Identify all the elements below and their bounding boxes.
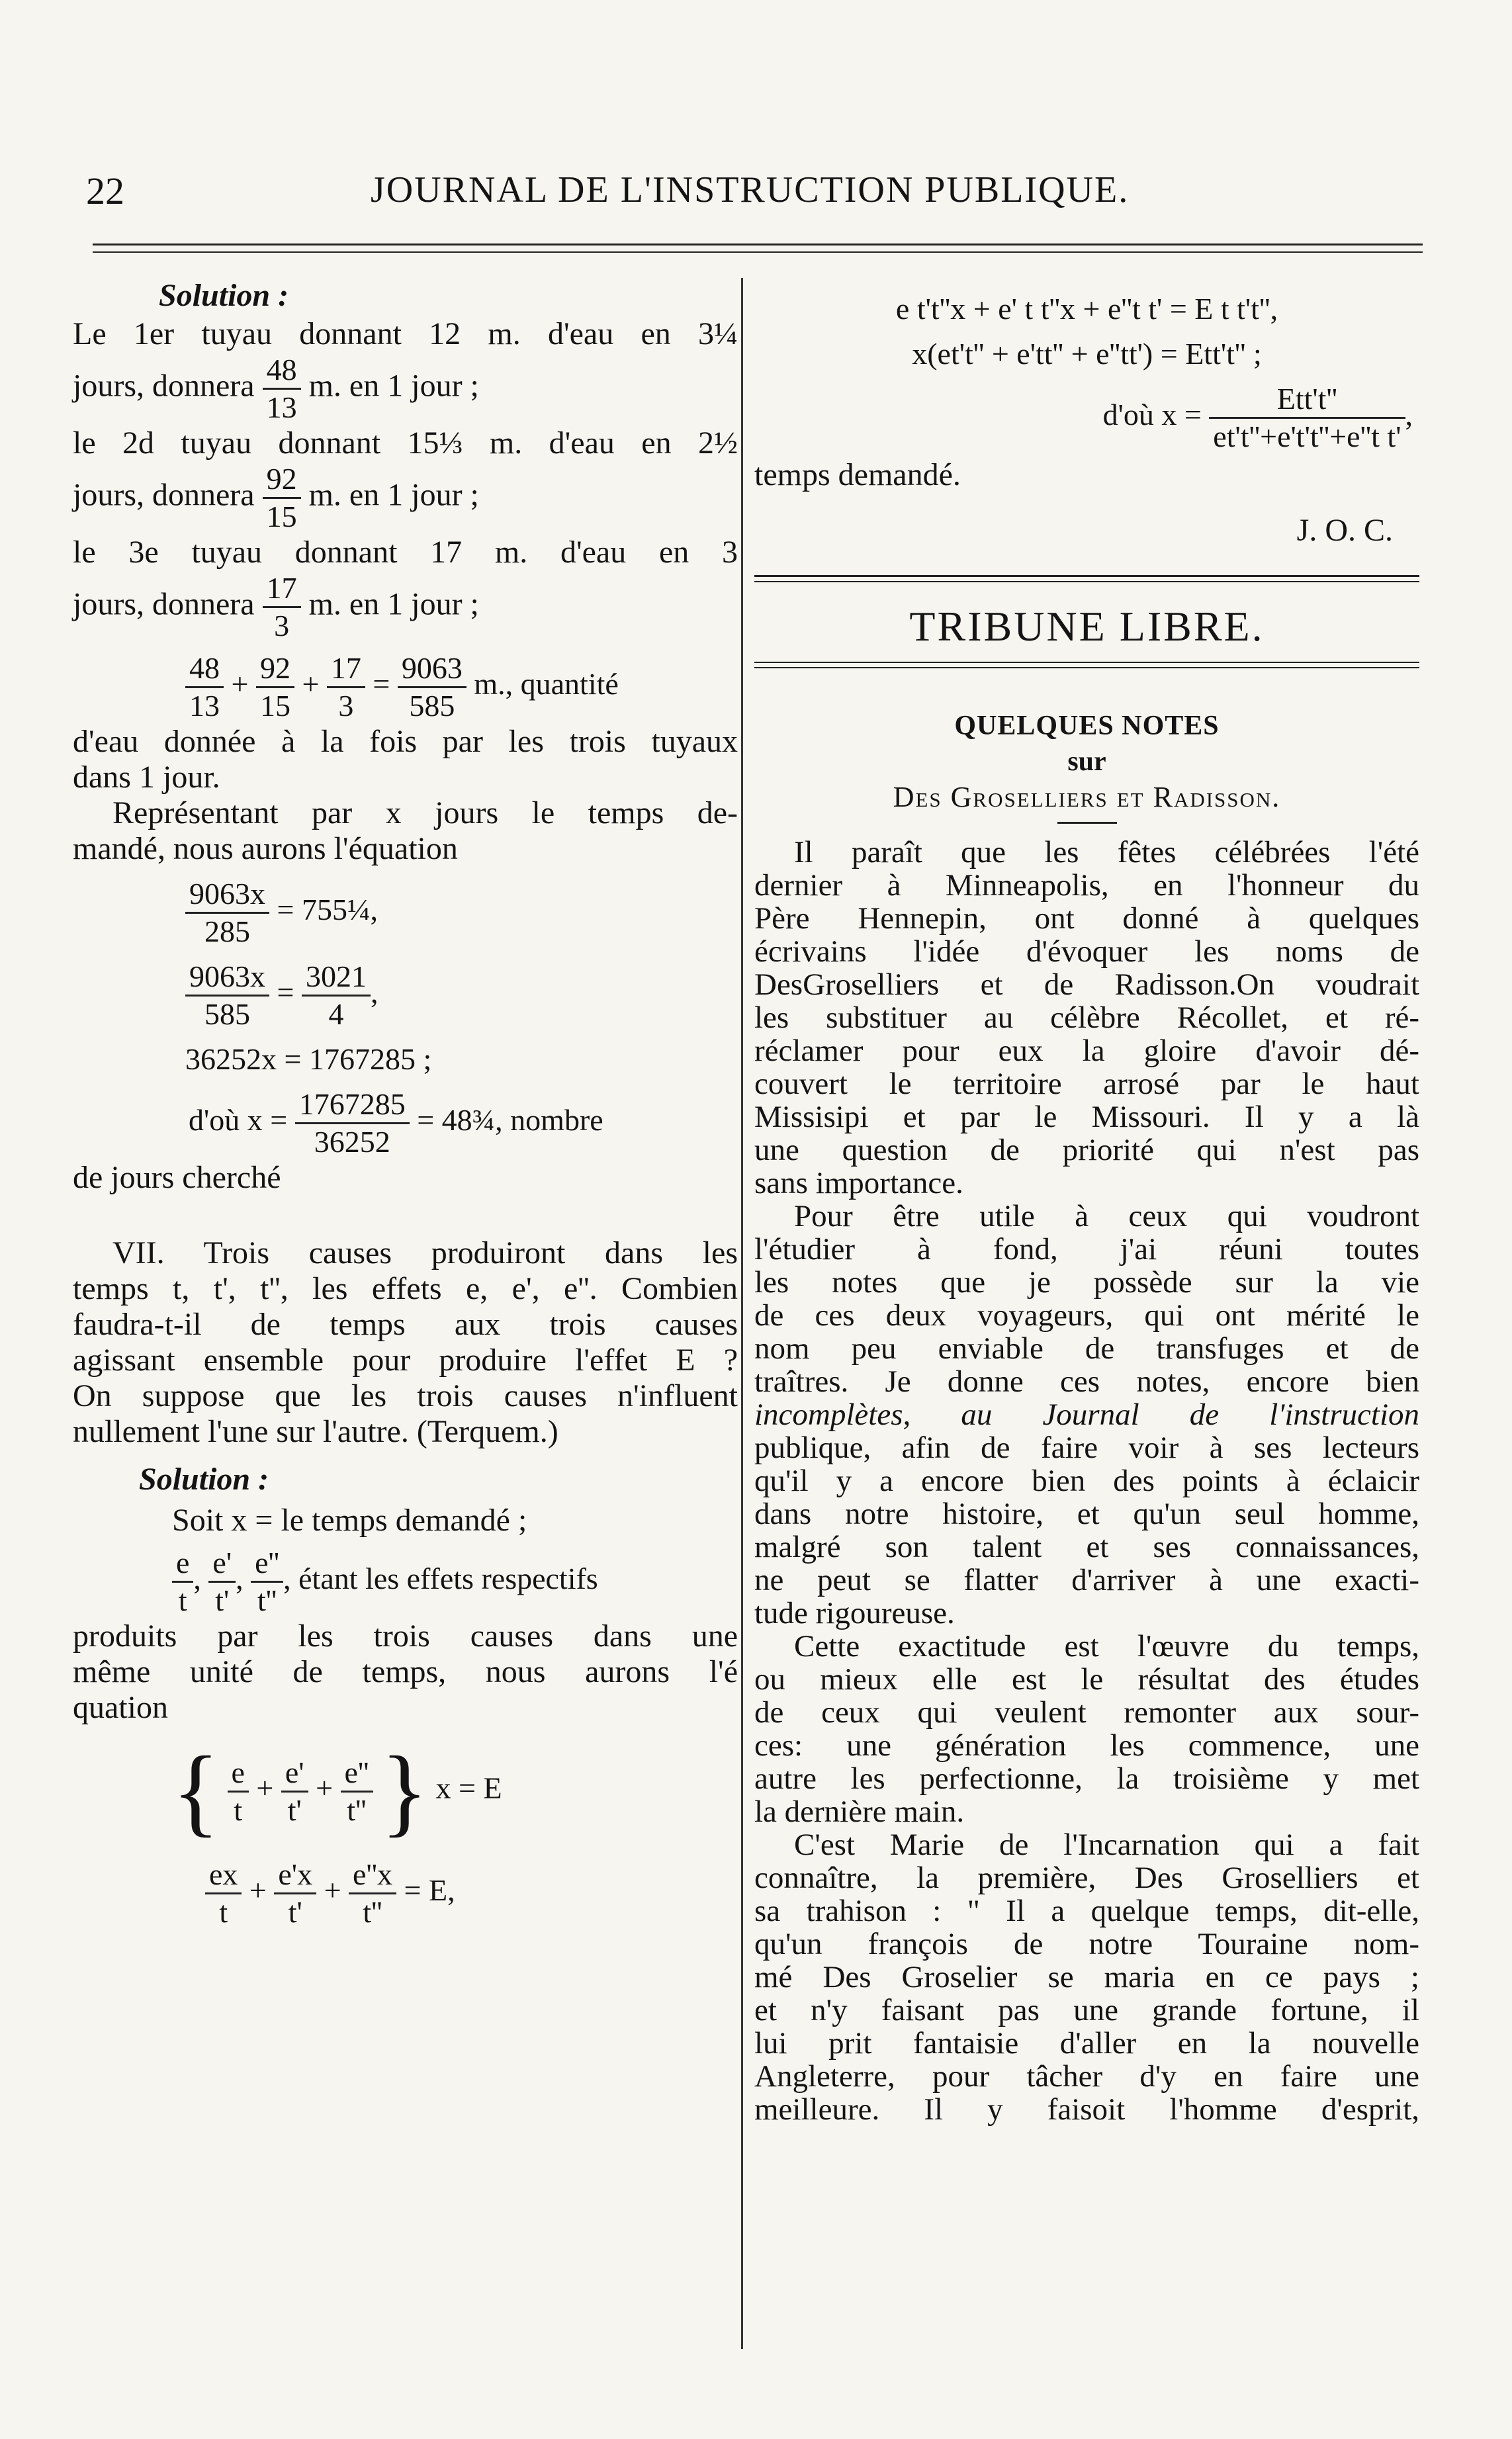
prob7-line: nullement l'une sur l'autre. (Terquem.) <box>73 1414 558 1449</box>
text-line: DesGroselliers et de Radisson.On voudrait <box>754 967 1419 1002</box>
header-rule <box>93 244 1423 245</box>
text-line: C'est Marie de l'Incarnation qui a fait <box>794 1828 1419 1862</box>
text-line: dernier à Minneapolis, en l'honneur du <box>754 868 1419 903</box>
column-divider <box>741 278 743 2349</box>
pipe3-line1: le 3e tuyau donnant 17 m. d'eau en 3 <box>73 535 738 570</box>
left-brace-icon: { <box>172 1736 220 1846</box>
pipe2-text-end: m. en 1 jour ; <box>308 477 479 513</box>
eq2-num-l: 9063x <box>189 959 265 993</box>
text-line: et n'y faisant pas une grande fortune, il <box>754 1993 1419 2027</box>
eff-num-3: e'' <box>255 1546 280 1579</box>
text-line: de ces deux voyageurs, qui ont mérité le <box>754 1298 1419 1333</box>
text-line: les notes que je possède sur la vie <box>754 1265 1419 1300</box>
pipe3-num: 17 <box>266 571 297 605</box>
pipe1-text-end: m. en 1 jour ; <box>308 368 479 404</box>
ex-den-3: t'' <box>349 1892 396 1930</box>
pipe1-line1: Le 1er tuyau donnant 12 m. d'eau en 3¼ <box>73 316 738 351</box>
ex-tail: = E, <box>404 1873 455 1908</box>
section-rule <box>754 575 1419 577</box>
equation-a: e t't''x + e' t t''x + e''t t' = E t t't'', <box>895 292 1278 326</box>
eff-den-3: t'' <box>251 1581 283 1619</box>
pipe2-text: jours, donnera <box>73 477 255 513</box>
eq1-den: 285 <box>185 912 269 950</box>
text-line: traîtres. Je donne ces notes, encore bien <box>754 1364 1419 1399</box>
ex-frac-1 <box>205 1857 242 1930</box>
sum-den-3: 3 <box>327 686 365 724</box>
sum-num-1: 48 <box>189 651 220 685</box>
sum-frac-3 <box>327 650 365 724</box>
notes-sur: sur <box>1067 746 1106 777</box>
equation-b: x(et't'' + e'tt'' + e''tt') = Ett't'' ; <box>912 337 1262 371</box>
rep-text-1: Représentant par x jours le temps de- <box>112 795 738 830</box>
pipe1-text: jours, donnera <box>73 368 255 404</box>
text-line: lui prit fantaisie d'aller en la nouvelle <box>754 2026 1419 2061</box>
eq4-frac <box>295 1086 410 1160</box>
eff-num-2: e' <box>212 1546 232 1579</box>
big-num-3: e'' <box>344 1755 369 1789</box>
notes-subject: Des Groselliers et Radisson. <box>893 781 1281 813</box>
solution-label-2: Solution : <box>139 1462 269 1497</box>
equation-3: 36252x = 1767285 ; <box>185 1042 432 1076</box>
sum-den-1: 13 <box>185 686 224 724</box>
big-den-3: t'' <box>341 1791 373 1828</box>
eq2-den-l: 585 <box>185 995 269 1032</box>
text-line: Missisipi et par le Missouri. Il y a là <box>754 1100 1419 1134</box>
big-equation: { $\frac{e}{t}$ + $\frac{e'}{t'}$ + $\frac{e''}{t''}$ } x = E <box>172 1736 502 1846</box>
text-line: malgré son talent et ses connaissances, <box>754 1530 1419 1564</box>
text-line: ces: une génération les commence, une <box>754 1728 1419 1763</box>
equation-4 <box>73 1086 738 1160</box>
article-body <box>754 836 1419 2126</box>
eq2-den-r: 4 <box>302 995 371 1032</box>
prod-line: produits par les trois causes dans une <box>73 1619 738 1654</box>
sum-num-3: 17 <box>330 651 361 685</box>
prob7-line: temps t, t', t'', les effets e, e', e''. Combien <box>73 1271 738 1306</box>
text-line: les substituer au célèbre Récollet, et ré- <box>754 1000 1419 1035</box>
pipe3-line2 <box>73 570 738 644</box>
sum-text-2: dans 1 jour. <box>73 760 220 795</box>
paragraph-3 <box>754 1630 1419 1828</box>
sum-num-result: 9063 <box>401 651 463 685</box>
eff-den-1: t <box>172 1581 193 1619</box>
text-line-last: la dernière main. <box>754 1795 965 1829</box>
pipe1-den: 13 <box>263 388 301 425</box>
text-line: réclamer pour eux la gloire d'avoir dé- <box>754 1034 1419 1068</box>
eq1-frac <box>185 876 269 950</box>
big-num-1: e <box>231 1755 245 1789</box>
eq4-post: = 48¾, nombre <box>417 1103 603 1137</box>
sum-text-1: d'eau donnée à la fois par les trois tuyaux <box>73 724 738 759</box>
text-line-last: tude rigoureuse. <box>754 1596 955 1630</box>
right-brace-icon: } <box>380 1736 429 1846</box>
sum-den-result: 585 <box>398 686 467 724</box>
signature: J. O. C. <box>1296 513 1393 548</box>
tribune-heading: TRIBUNE LIBRE. <box>909 603 1265 650</box>
big-frac-3 <box>341 1755 373 1828</box>
prod-line: quation <box>73 1690 168 1725</box>
big-frac-2 <box>281 1755 308 1828</box>
pipe1-line2 <box>73 352 738 425</box>
eq4-den: 36252 <box>295 1122 410 1160</box>
text-line: Angleterre, pour tâcher d'y en faire une <box>754 2059 1419 2094</box>
text-line: autre les perfectionne, la troisième y met <box>754 1761 1419 1796</box>
effects-text: étant les effets respectifs <box>298 1562 598 1596</box>
eq4-tail: de jours cherché <box>73 1160 281 1195</box>
notes-title: QUELQUES NOTES <box>954 711 1220 741</box>
text-line: sa trahison : " Il a quelque temps, dit-elle, <box>754 1894 1419 1928</box>
pipe3-text-end: m. en 1 jour ; <box>308 586 479 622</box>
sum-tail: m., quantité <box>474 667 619 701</box>
tribune-rule-thin <box>754 667 1419 668</box>
problem-7 <box>73 1235 738 1450</box>
text-line: qu'un françois de notre Touraine nom- <box>754 1927 1419 1961</box>
sum-den-2: 15 <box>256 686 294 724</box>
pipe1-num: 48 <box>266 353 297 386</box>
text-line: couvert le territoire arrosé par le haut <box>754 1067 1419 1101</box>
eqc-pre: d'où x = <box>1102 398 1202 432</box>
pipe3-text: jours, donnera <box>73 586 255 622</box>
eff-num-1: e <box>176 1546 190 1579</box>
eff-frac-3 <box>251 1545 283 1619</box>
pipe2-den: 15 <box>263 497 301 535</box>
sum-equation: $\frac{48}{13}$ + $\frac{92}{15}$ + $\frac{17}{3}$ = $\frac{9063}{585}$ m., quantité <box>73 650 738 724</box>
sum-frac-result <box>398 650 467 724</box>
short-rule <box>1057 822 1117 824</box>
sum-num-2: 92 <box>259 651 290 685</box>
section-rule-thin <box>754 581 1419 582</box>
text-line: meilleure. Il y faisoit l'homme d'esprit, <box>754 2092 1419 2127</box>
equation-d: temps demandé. <box>754 457 961 492</box>
running-title: JOURNAL DE L'INSTRUCTION PUBLIQUE. <box>371 169 1130 210</box>
eq4-pre: d'où x = <box>189 1103 288 1137</box>
pipe2-line2 <box>73 461 738 535</box>
equation-c <box>754 381 1419 455</box>
prob7-line: VII. Trois causes produiront dans les <box>112 1235 738 1270</box>
text-line: l'étudier à fond, j'ai réuni toutes <box>754 1232 1419 1266</box>
eff-frac-2 <box>208 1545 236 1619</box>
eqc-num: Ett't'' <box>1276 382 1338 416</box>
text-line: Père Hennepin, ont donné à quelques <box>754 901 1419 936</box>
prob7-line: faudra-t-il de temps aux trois causes <box>73 1307 738 1342</box>
equation-1 <box>73 876 738 950</box>
eqc-den: et't''+e't't''+e''t t' <box>1209 417 1405 455</box>
prob7-line: agissant ensemble pour produire l'effet E ? <box>73 1343 738 1378</box>
pipe2-num: 92 <box>266 462 297 496</box>
text-line: dans notre histoire, et qu'un seul homme, <box>754 1497 1419 1531</box>
eff-frac-1 <box>172 1545 193 1619</box>
text-line: ne peut se flatter d'arriver à une exacti- <box>754 1563 1419 1597</box>
pipe2-line1: le 2d tuyau donnant 15⅓ m. d'eau en 2½ <box>73 425 738 461</box>
eqc-post: , <box>1405 398 1413 432</box>
big-frac-1 <box>228 1755 249 1828</box>
paragraph-1 <box>754 836 1419 1200</box>
text-line: de ceux qui veulent remonter aux sour- <box>754 1695 1419 1730</box>
text-line: écrivains l'idée d'évoquer les noms de <box>754 934 1419 969</box>
pipe3-fraction <box>263 570 301 644</box>
equation-2: $\frac{9063x}{585}$ = $\frac{3021}{4}$ , <box>73 959 738 1032</box>
left-column <box>73 278 738 1930</box>
ex-den-1: t <box>205 1892 242 1930</box>
big-den-2: t' <box>281 1791 308 1828</box>
eq2-frac-r <box>302 959 371 1032</box>
rep-text-2: mandé, nous aurons l'équation <box>73 831 458 866</box>
eq1-num: 9063x <box>189 877 265 910</box>
text-line: publique, afin de faire voir à ses lecteurs <box>754 1431 1419 1465</box>
text-line: Il paraît que les fêtes célébrées l'été <box>794 835 1419 869</box>
eq1-rhs: = 755¼, <box>277 893 378 927</box>
pipe2-fraction <box>263 461 301 535</box>
right-column <box>754 278 1419 2126</box>
pipe3-den: 3 <box>263 606 301 644</box>
sum-frac-1 <box>185 650 224 724</box>
prod-line: même unité de temps, nous aurons l'é <box>73 1654 738 1689</box>
solution-label: Solution : <box>159 278 289 313</box>
ex-equation: $\frac{ex}{t}$ + $\frac{e'x}{t'}$ + $\frac{e''x}{t''}$ = E, <box>73 1857 738 1930</box>
header-rule-thin <box>93 251 1423 253</box>
tribune-rule <box>754 662 1419 663</box>
text-line: une question de priorité qui n'est pas <box>754 1133 1419 1167</box>
text-line: Pour être utile à ceux qui voudront <box>794 1199 1419 1233</box>
eq2-num-r: 3021 <box>305 959 367 993</box>
pipe1-fraction <box>263 352 301 425</box>
eq4-num: 1767285 <box>298 1087 406 1121</box>
text-line: qu'il y a encore bien des points à éclaicir <box>754 1464 1419 1498</box>
text-line: mé Des Groselier se maria en ce pays ; <box>754 1960 1419 1994</box>
prob7-line: On suppose que les trois causes n'influent <box>73 1378 738 1413</box>
ex-frac-3 <box>349 1857 396 1930</box>
text-line-last: sans importance. <box>754 1166 963 1200</box>
ex-num-2: e'x <box>278 1857 313 1891</box>
big-den-1: t <box>228 1791 249 1828</box>
eq2-frac-l <box>185 959 269 1032</box>
effects-line: $\frac{e}{t}$ , $\frac{e'}{t'}$ , $\frac{e''}{t''}$ , étant les effets respectifs <box>73 1545 738 1619</box>
text-line: ou mieux elle est le résultat des études <box>754 1662 1419 1697</box>
page-number: 22 <box>86 169 124 212</box>
text-line: connaître, la première, Des Groselliers et <box>754 1861 1419 1895</box>
sum-frac-2 <box>256 650 294 724</box>
eff-den-2: t' <box>208 1581 236 1619</box>
soit-line: Soit x = le temps demandé ; <box>172 1503 527 1538</box>
big-num-2: e' <box>285 1755 304 1789</box>
ex-den-2: t' <box>274 1892 316 1930</box>
eqc-frac <box>1209 381 1405 455</box>
big-eq-tail: x = E <box>435 1771 502 1805</box>
text-line: Cette exactitude est l'œuvre du temps, <box>794 1629 1419 1663</box>
paragraph-2 <box>754 1200 1419 1630</box>
text-line: nom peu enviable de transfuges et de <box>754 1331 1419 1366</box>
ex-frac-2 <box>274 1857 316 1930</box>
ex-num-1: ex <box>209 1857 238 1891</box>
text-line: incomplètes, au Journal de l'instruction <box>754 1397 1419 1432</box>
paragraph-4 <box>754 1828 1419 2126</box>
ex-num-3: e''x <box>353 1857 393 1891</box>
